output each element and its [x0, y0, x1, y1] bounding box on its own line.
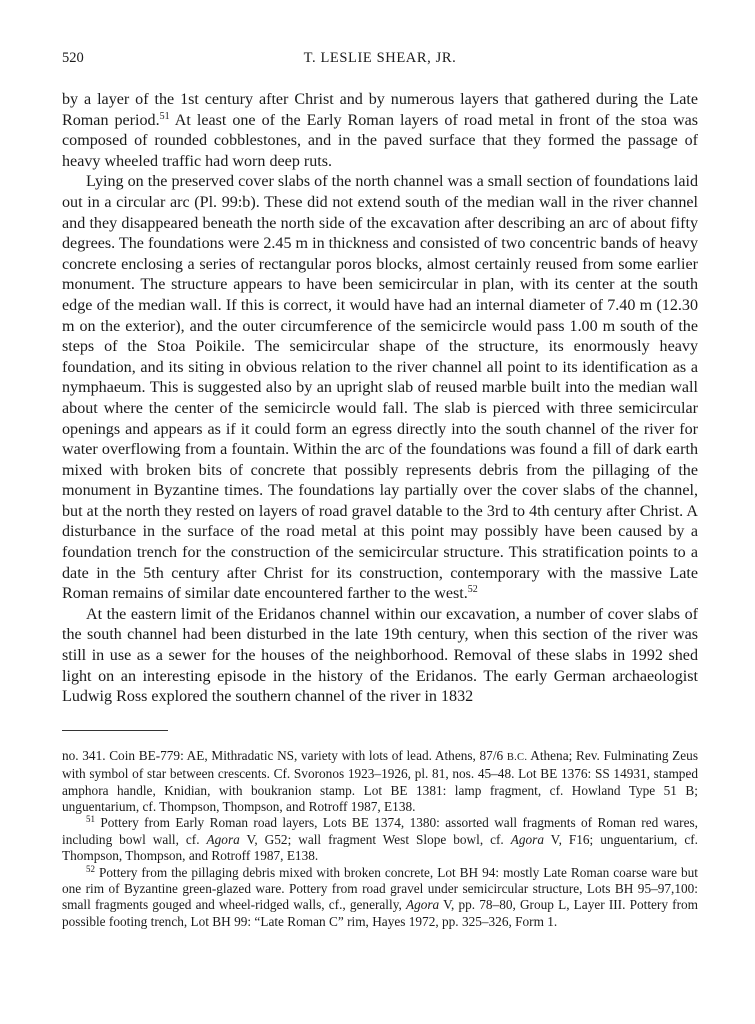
body-text — [62, 90, 698, 708]
footnotes — [62, 748, 698, 930]
footnote-continuation-text: no. 341. Coin BE-779: AE, Mithradatic NS, variety with lots of lead. Athens, 87/6 — [62, 747, 507, 763]
paragraph-1-text-cont: At least one of the Early Roman layers of road metal in front of the stoa was composed of rounded cobblestones, and in the paved surface that they formed the passage of heavy wheeled traffic had worn deep ruts. — [62, 111, 698, 170]
footnote-52-text: Pottery from the pillaging debris mixed with broken concrete, Lot BH 94: mostly Late Roman coarse ware but one rim of Byzantine green-glazed ware. Pottery from road gravel under semicircular structure, Lots BH 95–97,100: small fragments gouged and wheel-ridged walls, cf., generally, — [62, 864, 698, 913]
footnote-ref-51[interactable]: 51 — [159, 110, 170, 122]
footnote-continuation — [62, 748, 698, 816]
footnote-52-text-2: V, pp. 78–80, Group L, Layer III. Pottery from possible footing trench, Lot BH 99: “Late Roman C” rim, Hayes 1972, pp. 325–326, Form 1. — [62, 897, 698, 929]
page — [62, 50, 698, 930]
footnote-52 — [62, 865, 698, 931]
footnote-number-52: 52 — [86, 863, 95, 874]
footnote-continuation-text-2: Athena; Rev. Fulminating Zeus with symbol of star between crescents. Cf. Svoronos 1923–1926, pl. 81, nos. 45–48. Lot BE 1376: SS 14931, stamped amphora handle, Knidian, with boukranion stamp. Lot BE 1381: lamp fragment, cf. Howland Type 51 B; unguentarium, cf. Thompson, Thompson, and Rotroff 1987, E138. — [62, 747, 698, 815]
paragraph-2 — [62, 172, 698, 604]
footnote-51-text-2: V, G52; wall fragment West Slope bowl, cf. — [239, 831, 511, 847]
footnote-ref-52[interactable]: 52 — [467, 584, 478, 596]
paragraph-1-text: by a layer of the 1st century after Christ and by numerous layers that gathered during the Late Roman period. — [62, 91, 698, 129]
footnote-divider — [62, 730, 168, 731]
paragraph-3-text: At the eastern limit of the Eridanos channel within our excavation, a number of cover slabs of the south channel had been disturbed in the late 19th century, when this section of the river was still in use as a sewer for the houses of the neighborhood. Removal of these slabs in 1992 shed light on an interesting episode in the history of the Eridanos. The early German archaeologist Ludwig Ross explored the southern channel of the river in 1832 — [62, 605, 698, 706]
footnote-52-italic-1: Agora — [405, 897, 440, 913]
footnote-number-51: 51 — [86, 814, 95, 825]
footnote-51-text-3: V, F16; unguentarium, cf. Thompson, Thompson, and Rotroff 1987, E138. — [62, 831, 698, 864]
paragraph-1 — [62, 90, 698, 172]
paragraph-2-text: Lying on the preserved cover slabs of the north channel was a small section of foundations laid out in a circular arc (Pl. 99:b). These did not extend south of the median wall in the river channel and they disappeared beneath the north side of the excavation after describing an arc of about fifty degrees. The foundations were 2.45 m in thickness and consisted of two concentric bands of heavy concrete enclosing a series of rectangular poros blocks, almost certainly reused from some earlier monument. The structure appears to have been semicircular in plan, with its center at the south edge of the median wall. If this is correct, it would have had an internal diameter of 7.40 m (12.30 m on the exterior), and the outer circumference of the semicircle would pass 1.00 m south of the steps of the Stoa Poikile. The semicircular shape of the structure, its enormously heavy foundation, and its siting in obvious relation to the river channel all point to its identification as a nymphaeum. This is suggested also by an upright slab of reused marble built into the median wall about where the center of the semicircle would fall. The slab is pierced with three semicircular openings and appears as if it could form an egress directly into the south channel of the river for water overflowing from a fountain. Within the arc of the foundations was found a fill of dark earth mixed with broken bits of concrete that possibly represents debris from the pillaging of the monument in Byzantine times. The foundations lay partially over the cover slabs of the channel, but at the north they rested on layers of road gravel datable to the 3rd to 4th century after Christ. A disturbance in the surface of the road metal at this point may possibly have been caused by a foundation trench for the construction of the semicircular structure. This stratification points to a date in the 5th century after Christ for its construction, contemporary with the massive Late Roman remains of similar date encountered farther to the west. — [62, 173, 698, 603]
page-number: 520 — [62, 50, 84, 66]
page-header — [62, 50, 698, 74]
era-abbreviation: B.C. — [506, 751, 528, 763]
footnote-51-text: Pottery from Early Roman road layers, Lots BE 1374, 1380: assorted wall fragments of Roman red wares, including bowl wall, cf. — [62, 815, 698, 847]
footnote-51-italic-2: Agora — [510, 831, 544, 847]
footnote-51 — [62, 815, 698, 864]
footnote-51-italic-1: Agora — [206, 831, 240, 847]
running-head: T. LESLIE SHEAR, JR. — [303, 50, 457, 66]
paragraph-3 — [62, 605, 698, 708]
